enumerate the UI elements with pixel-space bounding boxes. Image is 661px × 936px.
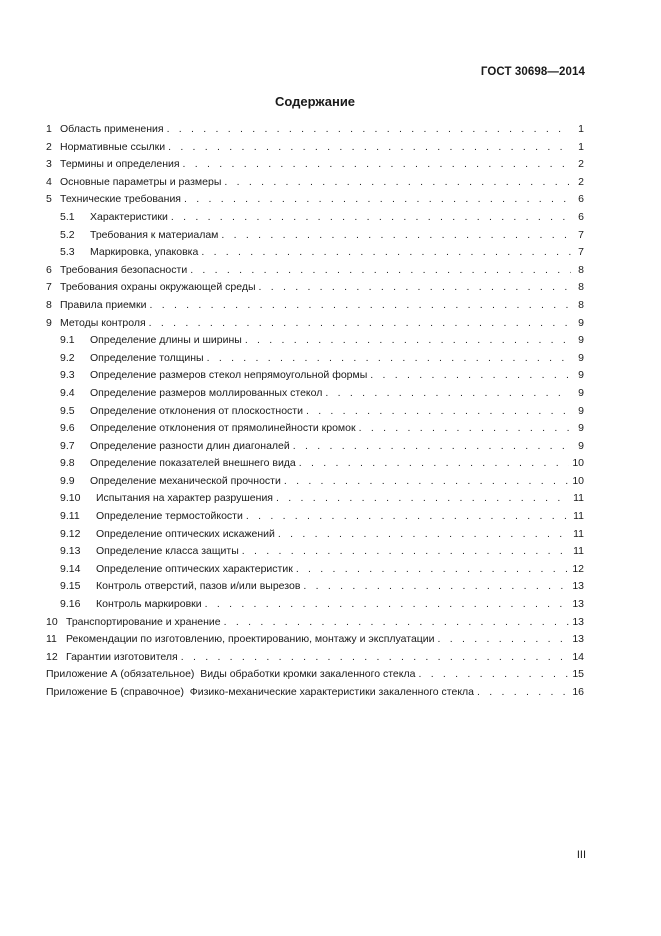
toc-entry [46,279,584,297]
toc-entry-title: Транспортирование и хранение [66,615,221,628]
toc-entry-title: Определение оптических характеристик [96,562,293,575]
toc-entry-page: 10 [572,474,584,487]
toc-entry [46,684,584,702]
toc-entry-title: Требования безопасности [60,263,188,276]
dot-leader [149,315,571,333]
dot-leader [477,684,569,702]
toc-entry [46,631,584,649]
dot-leader [299,455,570,473]
toc-entry [46,191,584,209]
toc-entry [46,367,584,385]
toc-entry [46,139,584,157]
dot-leader [183,156,571,174]
dot-leader [284,473,569,491]
page-title: Содержание [274,94,356,109]
toc-entry-page: 14 [572,650,584,663]
toc-entry [46,649,584,667]
toc-entry-title: Определение показателей внешнего вида [90,457,296,470]
toc-entry-page: 9 [578,439,584,452]
dot-leader [207,350,571,368]
toc-entry-title: Определение оптических искажений [96,527,275,540]
toc-entry-page: 11 [573,510,584,523]
toc-entry [46,315,584,333]
dot-leader [190,262,571,280]
toc-entry-number: 11 [46,633,57,646]
toc-entry [46,209,584,227]
toc-entry-page: 1 [578,123,584,135]
toc-entry-page: 8 [578,298,584,311]
toc-entry [46,543,584,561]
toc-entry-title: Определение размеров моллированных стекол [90,386,323,399]
toc-entry-number: 9.15 [60,580,81,593]
toc-entry-page: 11 [573,492,584,505]
toc-entry [46,227,584,245]
toc-entry [46,297,584,315]
toc-entry-page: 9 [578,422,584,435]
toc-entry-number: 9.14 [60,562,81,575]
toc-entry-page: 7 [578,246,584,259]
toc-entry-page: 15 [572,668,584,681]
toc-entry [46,332,584,350]
document-code: ГОСТ 30698—2014 [480,66,585,78]
dot-leader [359,420,571,438]
toc-entry [46,473,584,491]
toc-entry-page: 6 [578,193,584,206]
dot-leader [303,578,569,596]
toc-entry-page: 13 [572,615,584,628]
toc-entry-number: 9.10 [60,492,81,505]
dot-leader [221,227,571,245]
dot-leader [246,508,570,526]
dot-leader [167,121,571,139]
toc-entry-number: 2 [46,140,52,153]
toc-entry [46,455,584,473]
toc-entry [46,121,584,139]
toc-entry-page: 9 [578,316,584,329]
toc-entry-number: 9.12 [60,527,81,540]
toc-entry-page: 13 [572,633,584,646]
toc-entry-page: 16 [572,686,584,698]
toc-entry-title: Определение разности длин диагоналей [90,439,290,452]
dot-leader [293,438,571,456]
toc-entry-page: 9 [578,351,584,364]
toc-entry [46,596,584,614]
toc-entry-number: 9.5 [60,404,75,417]
toc-entry-number: 9.4 [60,386,75,399]
toc-entry [46,156,584,174]
toc-entry-number: 4 [46,175,52,188]
dot-leader [278,526,570,544]
toc-entry-page: 9 [578,386,584,399]
toc-entry-title: Приложение Б (справочное) Физико-механические характеристики закаленного стекла [46,686,475,698]
toc-entry-title: Определение толщины [90,351,204,364]
toc-entry-page: 10 [572,457,584,470]
toc-entry [46,174,584,192]
dot-leader [259,279,572,297]
toc-entry-number: 10 [46,615,58,628]
toc-entry [46,508,584,526]
toc-entry-number: 9.7 [60,439,75,452]
toc-entry-page: 8 [578,263,584,276]
dot-leader [201,244,571,262]
toc-entry-page: 2 [578,158,584,171]
dot-leader [224,174,571,192]
table-of-contents [46,121,584,702]
toc-entry-page: 1 [578,140,584,153]
toc-entry-number: 5.3 [60,246,75,259]
toc-entry-page: 8 [578,281,584,294]
toc-entry-title: Характеристики [90,210,168,223]
toc-entry-page: 6 [578,210,584,223]
toc-entry-number: 9.6 [60,422,75,435]
toc-entry-title: Определение термостойкости [96,510,243,523]
toc-entry-number: 9 [46,316,52,329]
toc-entry-number: 9.13 [60,545,81,558]
toc-entry-page: 13 [572,598,584,611]
toc-entry [46,614,584,632]
toc-entry [46,420,584,438]
toc-entry-title: Определение отклонения от прямолинейности кромок [90,422,356,435]
toc-entry-number: 5.2 [60,228,75,241]
dot-leader [245,332,571,350]
toc-entry [46,666,584,684]
toc-entry [46,526,584,544]
toc-entry [46,490,584,508]
toc-entry-page: 11 [573,545,584,558]
toc-entry-page: 11 [573,527,584,540]
toc-entry-number: 9.2 [60,351,75,364]
dot-leader [276,490,570,508]
toc-entry-number: 9.9 [60,474,75,487]
dot-leader [306,403,571,421]
toc-entry [46,244,584,262]
toc-entry-number: 7 [46,281,52,294]
toc-entry [46,403,584,421]
toc-entry-number: 5 [46,193,52,206]
toc-entry-title: Определение механической прочности [90,474,281,487]
dot-leader [205,596,570,614]
toc-entry-title: Нормативные ссылки [60,140,166,153]
dot-leader [296,561,570,579]
toc-entry-title: Определение длины и ширины [90,334,242,347]
toc-entry-page: 13 [572,580,584,593]
toc-entry-title: Методы контроля [60,316,146,329]
toc-entry-number: 5.1 [60,210,75,223]
toc-entry-title: Требования охраны окружающей среды [60,281,256,294]
toc-entry [46,438,584,456]
toc-entry-number: 9.1 [60,334,75,347]
toc-entry-page: 9 [578,334,584,347]
dot-leader [168,139,571,157]
toc-entry [46,350,584,368]
dot-leader [171,209,571,227]
dot-leader [438,631,570,649]
toc-entry-page: 9 [578,404,584,417]
toc-entry-title: Испытания на характер разрушения [96,492,273,505]
dot-leader [184,191,571,209]
toc-entry-page: 2 [578,175,584,188]
toc-entry-title: Определение отклонения от плоскостности [90,404,303,417]
toc-entry-page: 7 [578,228,584,241]
toc-entry-title: Основные параметры и размеры [60,175,222,188]
toc-entry-number: 12 [46,650,58,663]
toc-entry-title: Термины и определения [60,158,180,171]
page-number: III [576,849,586,861]
toc-entry-number: 8 [46,298,52,311]
toc-entry [46,385,584,403]
dot-leader [224,614,570,632]
toc-entry-title: Область применения [60,123,164,135]
toc-entry-title: Контроль маркировки [96,598,202,611]
toc-entry-number: 9.16 [60,598,81,611]
dot-leader [370,367,571,385]
toc-entry-title: Контроль отверстий, пазов и/или вырезов [96,580,301,593]
toc-entry-title: Правила приемки [60,298,147,311]
toc-entry-number: 1 [46,123,52,135]
dot-leader [242,543,570,561]
dot-leader [325,385,571,403]
toc-entry-number: 9.11 [60,510,80,523]
toc-entry-number: 9.8 [60,457,75,470]
toc-entry-number: 9.3 [60,369,75,382]
dot-leader [181,649,570,667]
toc-entry-number: 3 [46,158,52,171]
toc-entry-page: 12 [572,562,584,575]
toc-entry-number: 6 [46,263,52,276]
dot-leader [418,666,569,684]
toc-entry-title: Приложение А (обязательное) Виды обработки кромки закаленного стекла [46,668,416,681]
dot-leader [149,297,571,315]
toc-entry-title: Маркировка, упаковка [90,246,199,259]
toc-entry-title: Требования к материалам [90,228,219,241]
toc-entry-title: Технические требования [60,193,181,206]
toc-entry-title: Определение класса защиты [96,545,239,558]
toc-entry-page: 9 [578,369,584,382]
toc-entry-title: Определение размеров стекол непрямоугольной формы [90,369,368,382]
toc-entry-title: Гарантии изготовителя [66,650,178,663]
toc-entry [46,262,584,280]
toc-entry [46,561,584,579]
toc-entry-title: Рекомендации по изготовлению, проектированию, монтажу и эксплуатации [66,633,435,646]
toc-entry [46,578,584,596]
